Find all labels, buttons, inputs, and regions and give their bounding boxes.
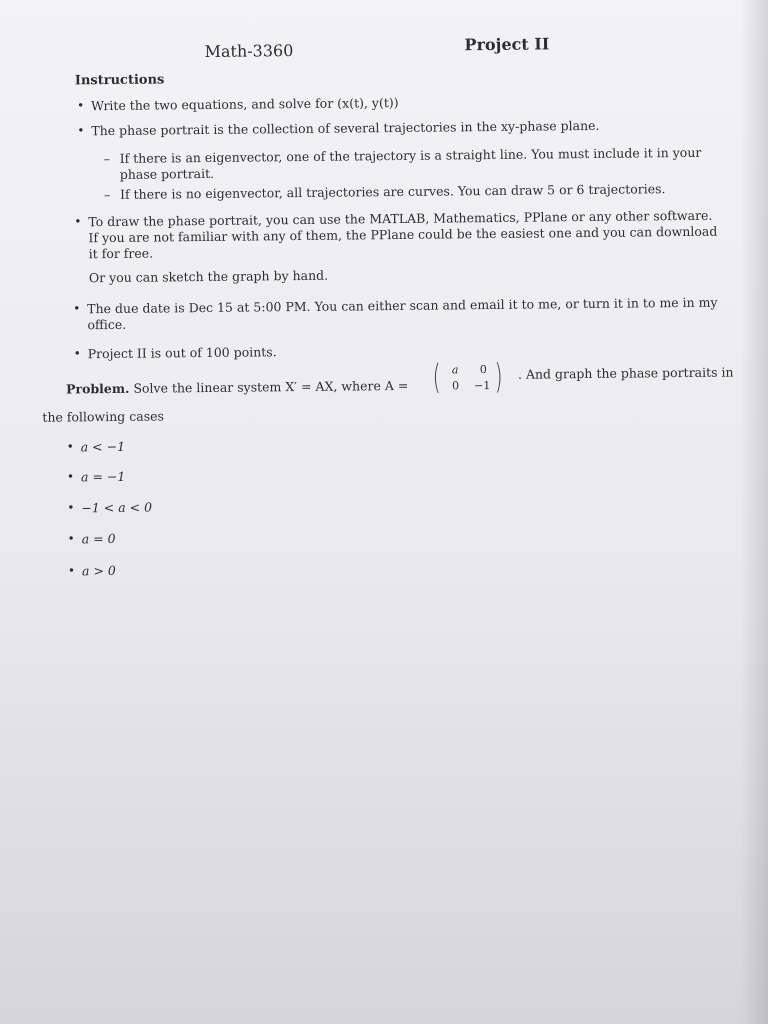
bullet-icon: •: [66, 439, 74, 454]
matrix-cell: 0: [451, 379, 460, 393]
instruction-item-1: Write the two equations, and solve for (x(t), y(t)): [91, 94, 399, 114]
bullet-icon: •: [67, 500, 75, 515]
problem-text-line-2: the following cases: [42, 408, 164, 425]
bullet-icon: •: [77, 123, 85, 138]
dash-icon: –: [103, 151, 110, 167]
instructions-heading: Instructions: [74, 72, 165, 89]
problem-text-after: . And graph the phase portraits in: [517, 364, 734, 382]
document-page: [14, 0, 765, 1024]
right-paren: ): [494, 356, 503, 397]
bullet-icon: •: [77, 98, 85, 113]
software-line-3: it for free.: [88, 245, 154, 262]
problem-statement: [66, 378, 408, 398]
dash-icon: –: [103, 187, 111, 203]
due-line-1: The due date is Dec 15 at 5:00 PM. You can either scan and email it to me, or turn it in to me in my: [87, 294, 718, 317]
bullet-icon: •: [73, 346, 81, 361]
bullet-icon: •: [67, 563, 76, 578]
left-paren: (: [432, 357, 441, 398]
matrix-A: [432, 356, 506, 398]
matrix-cell: a: [451, 363, 459, 377]
bullet-icon: •: [73, 301, 81, 316]
matrix-cell: 0: [479, 363, 487, 377]
case-5: a > 0: [81, 562, 116, 579]
course-title: Math-3360: [204, 41, 294, 62]
points-note: Project II is out of 100 points.: [87, 344, 277, 362]
software-line-1: To draw the phase portrait, you can use the MATLAB, Mathematics, PPlane or any other software.: [88, 207, 713, 230]
software-line-4: Or you can sketch the graph by hand.: [88, 267, 329, 286]
instruction-item-2: The phase portrait is the collection of several trajectories in the xy-phase plane.: [91, 117, 600, 139]
case-1: a < −1: [80, 438, 126, 455]
project-title: Project II: [464, 34, 550, 55]
problem-label: Problem.: [65, 380, 130, 397]
case-2: a = −1: [80, 468, 126, 485]
case-4: a = 0: [81, 530, 116, 547]
bullet-icon: •: [66, 469, 75, 484]
subitem-1-line-2: phase portrait.: [119, 165, 215, 182]
due-line-2: office.: [87, 316, 127, 333]
matrix-cell: −1: [473, 379, 491, 393]
case-3: −1 < a < 0: [81, 499, 153, 516]
problem-text: Solve the linear system X′ = AX, where A =: [133, 377, 409, 396]
bullet-icon: •: [67, 531, 75, 546]
bullet-icon: •: [74, 214, 82, 229]
subitem-1-line-1: If there is an eigenvector, one of the trajectory is a straight line. You must include it in your: [119, 144, 702, 166]
subitem-2: If there is no eigenvector, all trajectories are curves. You can draw 5 or 6 trajectories.: [119, 181, 666, 202]
software-line-2: If you are not familiar with any of them, the PPlane could be the easiest one and you can download: [88, 223, 718, 246]
